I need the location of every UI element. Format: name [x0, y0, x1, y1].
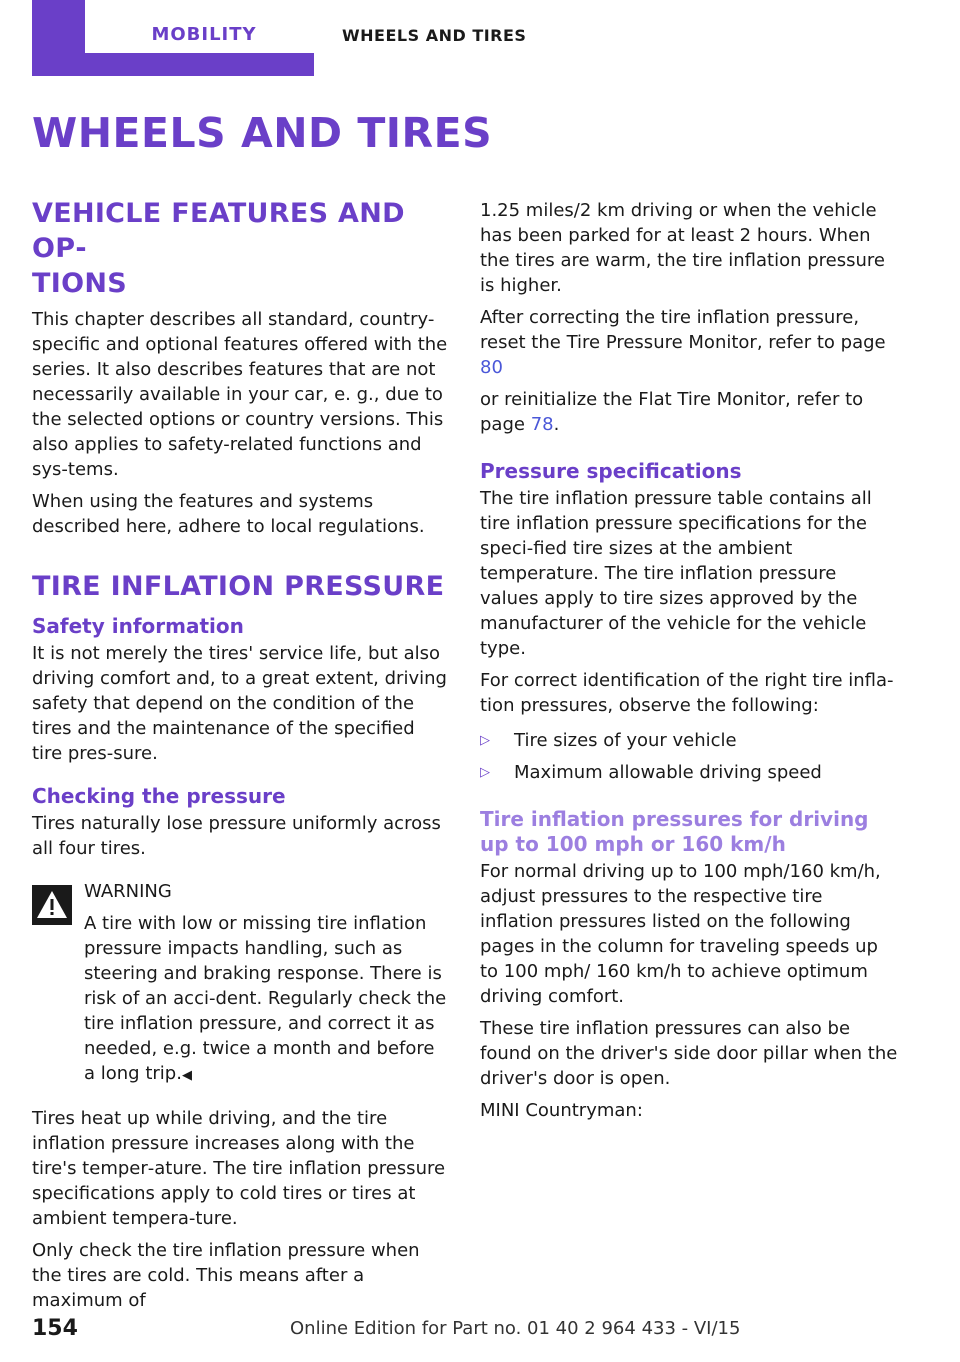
left-column: [32, 196, 448, 1320]
subheading-speed-pressures: Tire inflation pressures for driving up to 100 mph or 160 km/h: [480, 807, 869, 856]
right-column: [480, 198, 900, 1130]
subheading-checking-pressure: Checking the pressure: [32, 784, 286, 808]
end-of-warning-icon: ◀: [181, 1068, 192, 1083]
breadcrumb: WHEELS AND TIRES: [342, 26, 527, 45]
paragraph-tires-heat-up: Tires heat up while driving, and the tire inflation pressure increases along with the tire's temper‐ature. The tire inflation pressure specifications apply to cold tires or tires at ambient tempera‐ture.: [32, 1108, 446, 1229]
chapter-tab-label: MOBILITY: [85, 0, 323, 53]
warning-text: [84, 936, 448, 1088]
page-link-80[interactable]: 80: [480, 357, 503, 378]
triangle-right-icon: ▷: [480, 733, 490, 748]
paragraph-normal-driving: For normal driving up to 100 mph/160 km/h, adjust pressures to the respective tire inflation pressures listed on the following pages in the column for traveling speeds up to 100 mph/ 160 km/h to achieve optimum driving comfort.: [480, 861, 881, 1007]
paragraph-check-when-cold: Only check the tire inflation pressure when the tires are cold. This means after a maximum of: [32, 1240, 420, 1311]
subheading-safety-information: Safety information: [32, 614, 244, 638]
paragraph-continued: 1.25 miles/2 km driving or when the vehicle has been parked for at least 2 hours. When the tires are warm, the tire inflation pressure is higher.: [480, 200, 885, 296]
warning-label: WARNING: [84, 881, 172, 902]
section-title-tire-inflation-pressure: TIRE INFLATION PRESSURE: [32, 571, 445, 602]
page-number: 154: [32, 1316, 78, 1341]
subheading-pressure-specifications: Pressure specifications: [480, 459, 742, 483]
list-item-text: Maximum allowable driving speed: [514, 762, 822, 783]
paragraph-model: MINI Countryman:: [480, 1100, 643, 1121]
section-title-line-2: TIONS: [32, 268, 127, 299]
warning-text-body: pressure impacts handling, such as steering and braking response. There is risk of an acci‐dent. Regularly check the tire inflation pressure, and correct it as needed, e.g. twice a month and before a long trip.: [84, 938, 447, 1084]
list-item-text: Tire sizes of your vehicle: [514, 730, 737, 751]
reset-monitor-text: After correcting the tire inflation pressure, reset the Tire Pressure Monitor, refer to page: [480, 307, 886, 353]
paragraph-reinitialize-monitor: [480, 387, 900, 437]
warning-box: [32, 879, 448, 1088]
paragraph-door-pillar: These tire inflation pressures can also be found on the driver's side door pillar when the driver's door is open.: [480, 1018, 898, 1089]
paragraph-reset-monitor: [480, 305, 900, 380]
list-item: [480, 760, 900, 785]
chapter-tab: [32, 0, 314, 76]
reinitialize-monitor-text: or reinitialize the Flat Tire Monitor, refer to page: [480, 389, 864, 435]
paragraph-identification: For correct identification of the right tire infla‐tion pressures, observe the following:: [480, 670, 894, 716]
paragraph-pressure-specifications: The tire inflation pressure table contains all tire inflation pressure specifications for the speci‐fied tire sizes at the ambient temperature. The tire inflation pressure values apply to tire sizes approved by the manufacturer of the vehicle for the vehicle type.: [480, 488, 872, 659]
section-title-line-1: VEHICLE FEATURES AND OP‐: [32, 198, 405, 264]
paragraph-local-regulations: When using the features and systems described here, adhere to local regulations.: [32, 491, 425, 537]
warning-text-line-1: A tire with low or missing tire inflation: [84, 913, 427, 934]
paragraph-chapter-description: This chapter describes all standard, country-specific and optional features offered with the series. It also describes features that are not necessarily available in your car, e. g., due to the selected options or country versions. This also applies to safety-related functions and sys‐tems.: [32, 309, 448, 480]
page-link-78[interactable]: 78: [530, 414, 554, 435]
sentence-period: .: [553, 414, 560, 435]
paragraph-safety-information: It is not merely the tires' service life, but also driving comfort and, to a great extent, driving safety that depend on the condition of the tires and the maintenance of the specified tire pres‐sure.: [32, 643, 447, 764]
section-title-vehicle-features: [32, 196, 448, 301]
triangle-right-icon: ▷: [480, 765, 490, 780]
paragraph-checking-pressure: Tires naturally lose pressure uniformly across all four tires.: [32, 813, 441, 859]
warning-triangle-icon: [32, 885, 72, 925]
bullet-list: [480, 728, 900, 785]
list-item: [480, 728, 900, 753]
page-title: WHEELS AND TIRES: [32, 109, 493, 157]
edition-footer: Online Edition for Part no. 01 40 2 964 433 - VI/15: [290, 1318, 741, 1339]
